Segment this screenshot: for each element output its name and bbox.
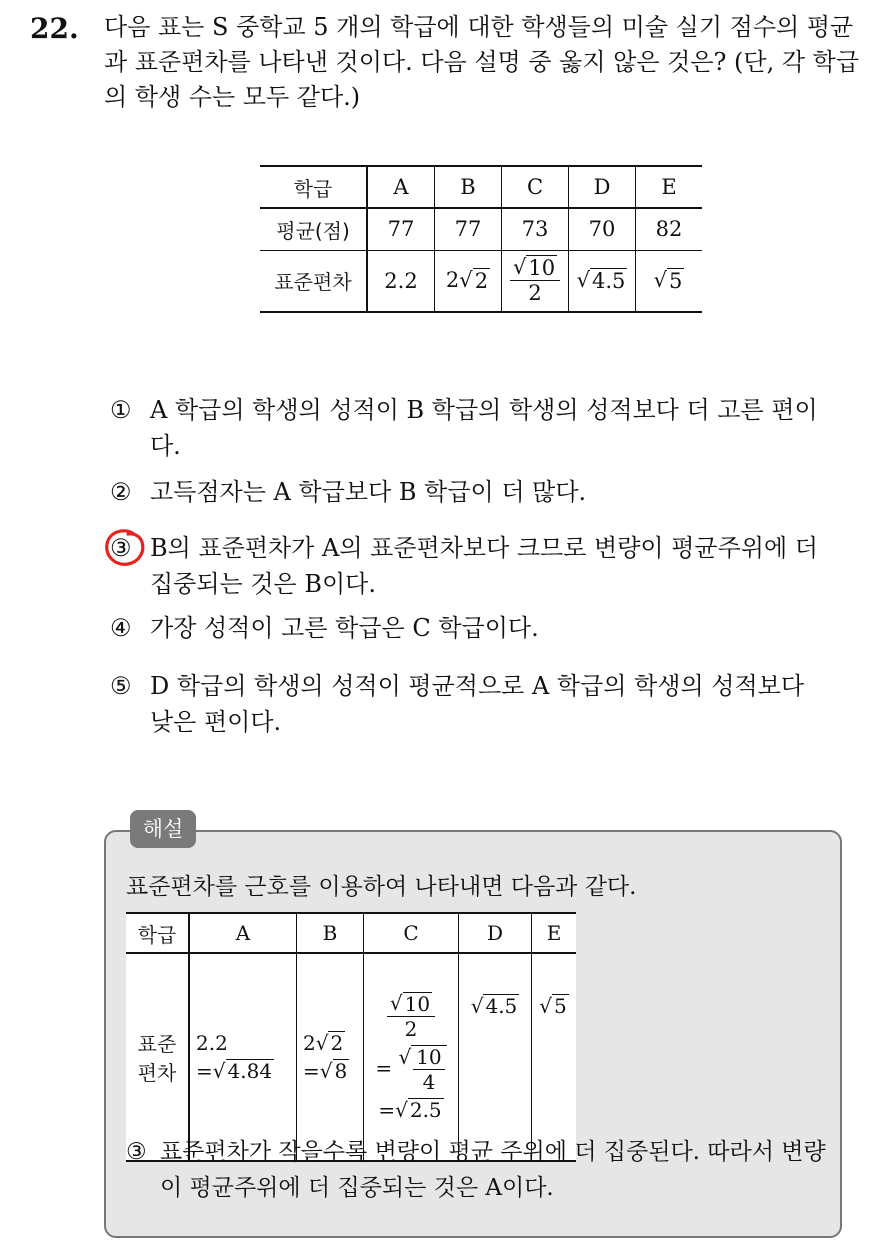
option-5-text: D 학급의 학생의 성적이 평균적으로 A 학급의 학생의 성적보다 낮은 편이다. bbox=[150, 672, 805, 736]
ex-std-a: 2.2 = √ 4.84 bbox=[189, 953, 297, 1161]
option-2-text: 고득점자는 A 학급보다 B 학급이 더 많다. bbox=[150, 478, 587, 506]
ex-a-radicand: 4.84 bbox=[227, 1059, 273, 1083]
ex-class-d: D bbox=[459, 913, 532, 953]
avg-e: 82 bbox=[636, 208, 703, 250]
std-d-radicand: 4.5 bbox=[591, 269, 626, 294]
option-4-mark: ④ bbox=[110, 614, 132, 642]
ex-std-d: √ 4.5 bbox=[459, 953, 532, 1161]
ex-d-radicand: 4.5 bbox=[485, 994, 518, 1018]
option-5-mark: ⑤ bbox=[110, 672, 132, 700]
score-table bbox=[260, 165, 702, 313]
header-label: 학급 bbox=[260, 166, 367, 208]
ex-a-eq: = bbox=[196, 1059, 213, 1083]
option-1-text: A 학급의 학생의 성적이 B 학급의 학생의 성적보다 더 고른 편이다. bbox=[150, 396, 818, 460]
ex-header-label: 학급 bbox=[126, 913, 189, 953]
class-b: B bbox=[435, 166, 502, 208]
ex-class-a: A bbox=[189, 913, 297, 953]
option-3-mark: ③ bbox=[110, 534, 132, 562]
explanation-intro: 표준편차를 근호를 이용하여 나타내면 다음과 같다. bbox=[126, 874, 637, 900]
ex-c-denominator: 2 bbox=[404, 1017, 418, 1041]
std-b-coef: 2 bbox=[445, 268, 460, 293]
conclusion-text: 표준편차가 작을수록 변량이 평균 주위에 더 집중된다. 따라서 변량이 평균주위에 더 집중되는 것은 A이다. bbox=[160, 1139, 826, 1201]
conclusion-mark: ③ bbox=[126, 1139, 147, 1165]
ex-row-label-2: 편차 bbox=[137, 1061, 177, 1085]
avg-d: 70 bbox=[569, 208, 636, 250]
ex-row-label bbox=[126, 953, 189, 1161]
ex-std-row bbox=[126, 953, 576, 1161]
ex-header-row bbox=[126, 913, 576, 953]
ex-c-eq-1: = bbox=[375, 1056, 393, 1080]
ex-b-radicand: 2 bbox=[330, 1031, 344, 1055]
average-row bbox=[260, 208, 702, 250]
ex-std-b: 2 √ 2 = √ 8 bbox=[297, 953, 364, 1161]
std-row bbox=[260, 250, 702, 312]
std-b: 2 √ 2 bbox=[435, 250, 502, 312]
ex-c-numerator: 10 bbox=[404, 992, 431, 1016]
ex-c-numerator-2: 10 bbox=[413, 1046, 444, 1070]
ex-a-value: 2.2 bbox=[196, 1031, 228, 1055]
ex-c-radicand-3: 2.5 bbox=[409, 1098, 442, 1122]
std-b-radicand: 2 bbox=[474, 269, 489, 294]
option-2-mark: ② bbox=[110, 478, 132, 506]
ex-std-e: √ 5 bbox=[532, 953, 577, 1161]
ex-e-radicand: 5 bbox=[554, 994, 567, 1018]
explanation-table bbox=[126, 912, 576, 1162]
class-a: A bbox=[367, 166, 435, 208]
std-c-radicand: 10 bbox=[528, 256, 556, 281]
ex-row-label-1: 표준 bbox=[137, 1032, 177, 1056]
question-number: 22. bbox=[30, 12, 79, 45]
avg-a: 77 bbox=[367, 208, 435, 250]
std-c: √ 10 2 bbox=[502, 250, 569, 312]
class-c: C bbox=[502, 166, 569, 208]
explanation-tag: 해설 bbox=[130, 810, 196, 848]
class-d: D bbox=[569, 166, 636, 208]
ex-c-eq-2: = bbox=[378, 1098, 396, 1122]
ex-class-e: E bbox=[532, 913, 577, 953]
option-3-text: B의 표준편차가 A의 표준편차보다 크므로 변량이 평균주위에 더 집중되는 것은 B이다. bbox=[150, 534, 818, 598]
ex-c-denominator-2: 4 bbox=[422, 1070, 436, 1094]
std-label: 표준편차 bbox=[260, 250, 367, 312]
class-e: E bbox=[636, 166, 703, 208]
std-e-radicand: 5 bbox=[669, 269, 683, 294]
ex-b-radicand-2: 8 bbox=[334, 1059, 348, 1083]
std-a: 2.2 bbox=[367, 250, 435, 312]
option-4-text: 가장 성적이 고른 학급은 C 학급이다. bbox=[150, 614, 539, 642]
ex-std-c: √ 10 2 = √ $\frac{10}{4}$ = √ 2.5 bbox=[364, 953, 459, 1161]
ex-b-eq: = bbox=[303, 1059, 320, 1083]
std-d: √ 4.5 bbox=[569, 250, 636, 312]
avg-b: 77 bbox=[435, 208, 502, 250]
std-e: √ 5 bbox=[636, 250, 703, 312]
avg-label: 평균(점) bbox=[260, 208, 367, 250]
ex-class-b: B bbox=[297, 913, 364, 953]
answer-circle-icon bbox=[104, 528, 146, 568]
ex-class-c: C bbox=[364, 913, 459, 953]
table-header-row bbox=[260, 166, 702, 208]
std-c-denominator: 2 bbox=[528, 281, 542, 306]
question-text: 다음 표는 S 중학교 5 개의 학급에 대한 학생들의 미술 실기 점수의 평균과 표준편차를 나타낸 것이다. 다음 설명 중 옳지 않은 것은? (단, 각 학급의 학생 수는 모두 같다.) bbox=[104, 13, 860, 111]
ex-b-coef: 2 bbox=[303, 1031, 316, 1055]
option-1-mark: ① bbox=[110, 396, 132, 424]
avg-c: 73 bbox=[502, 208, 569, 250]
